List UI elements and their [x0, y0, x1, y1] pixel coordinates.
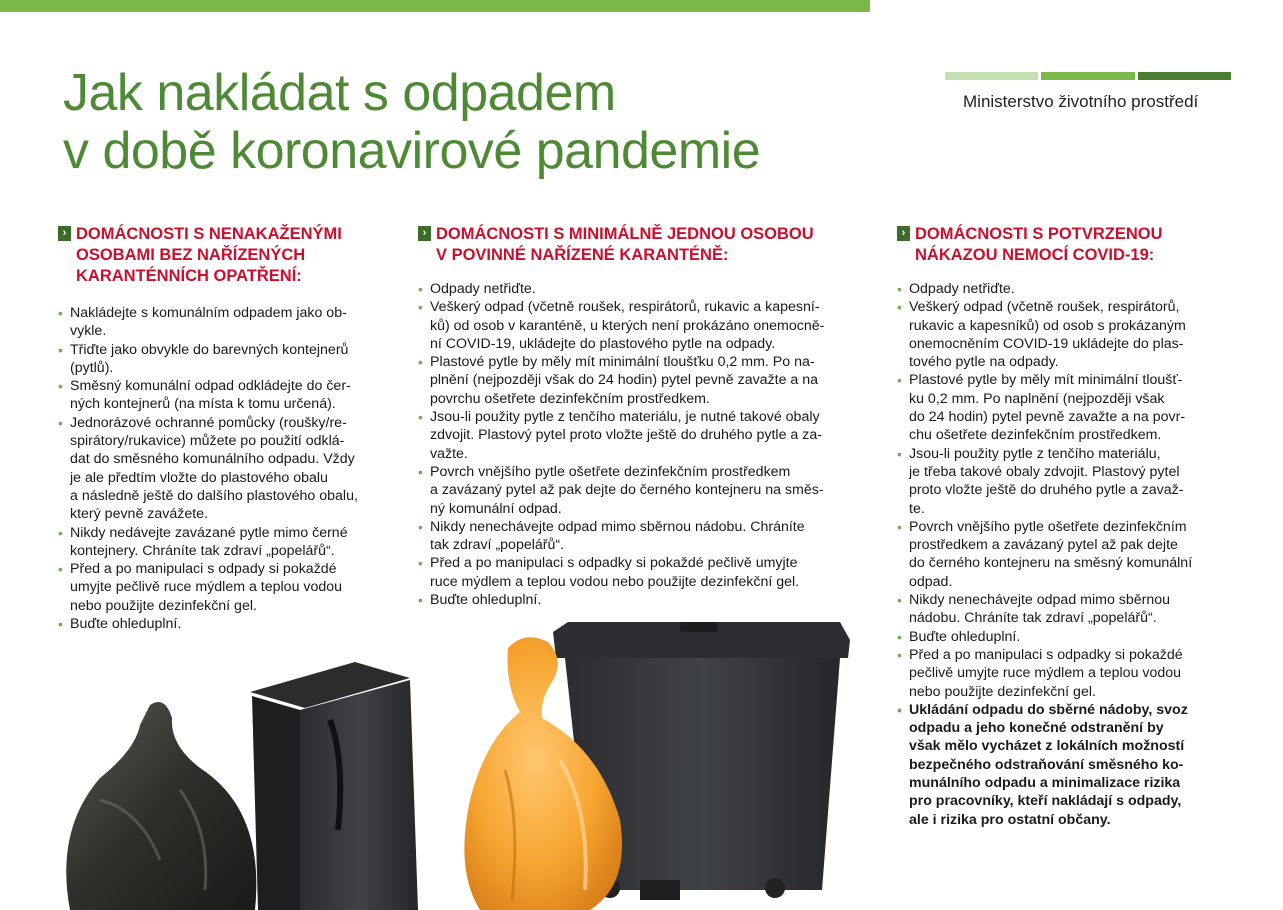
stripe-mid: [1041, 72, 1134, 80]
chevron-right-icon: ›: [418, 226, 431, 241]
bullet-list: [897, 280, 1242, 829]
heading-line: DOMÁCNOSTI S POTVRZENOU: [915, 225, 1163, 243]
list-item: • Odpady netřiďte.: [418, 280, 878, 298]
heading-line: V POVINNÉ NAŘÍZENÉ KARANTÉNĚ:: [436, 246, 729, 264]
top-accent-bar: [0, 0, 870, 12]
list-item: • Nikdy nenechávejte odpad mimo sběrnou nádobu. Chráníte tak zdraví „popelářů“.: [418, 518, 878, 555]
list-item: • Ukládání odpadu do sběrné nádoby, svoz odpadu a jeho konečné odstranění by však mělo vycházet z lokálních možností bezpečného odstraňování směsného ko- munálního odpadu a minimalizace rizika pro pracovníky, kteří nakládají s odpady, ale i rizika pro ostatní občany.: [897, 701, 1242, 829]
list-item: • Před a po manipulaci s odpady si pokaždé umyjte pečlivě ruce mýdlem a teplou vodou nebo použijte dezinfekční gel.: [58, 560, 398, 615]
column-quarantine-households: [418, 224, 878, 609]
list-item: • Nikdy nedávejte zavázané pytle mimo černé kontejnery. Chráníte tak zdraví „popelářů“.: [58, 524, 398, 561]
list-item: • Veškerý odpad (včetně roušek, respirátorů, rukavic a kapesníků) od osob s prokázaným onemocněním COVID-19 ukládejte do plas- tového pytle na odpady.: [897, 298, 1242, 371]
ministry-name: Ministerstvo životního prostředí: [963, 92, 1199, 111]
list-item: • Plastové pytle by měly mít minimální tloušťku 0,2 mm. Po na- plnění (nejpozději však do 24 hodin) pytel pevně zavažte a na povrchu ošetřete dezinfekčním prostředkem.: [418, 353, 878, 408]
list-item: • Před a po manipulaci s odpadky si pokaždé pečlivě umyjte ruce mýdlem a teplou vodou nebo použijte dezinfekční gel.: [897, 646, 1242, 701]
list-item: • Veškerý odpad (včetně roušek, respirátorů, rukavic a kapesní- ků) od osob v karanténě, u kterých není prokázáno onemocně- ní COVID-19, ukládejte do plastového pytle na odpady.: [418, 298, 878, 353]
heading-line: OSOBAMI BEZ NAŘÍZENÝCH: [76, 246, 306, 264]
list-item: • Buďte ohleduplní.: [418, 591, 878, 609]
stripe-dark: [1138, 72, 1231, 80]
bullet-list: [58, 304, 398, 633]
column-heading: [418, 224, 878, 266]
black-garbage-bag-icon: [66, 702, 256, 910]
waste-containers-illustration: [0, 600, 900, 910]
column-uninfected-households: [58, 224, 398, 633]
heading-line: NÁKAZOU NEMOCÍ COVID-19:: [915, 246, 1155, 264]
list-item: • Povrch vnějšího pytle ošetřete dezinfekčním prostředkem a zavázaný pytel až pak dejte do černého kontejneru na směs- ný komunální odpad.: [418, 463, 878, 518]
title-line-2: v době koronavirové pandemie: [63, 122, 761, 180]
list-item: • Směsný komunální odpad odkládejte do čer- ných kontejnerů (na místa k tomu určená).: [58, 377, 398, 414]
stripe-light: [945, 72, 1038, 80]
heading-line: DOMÁCNOSTI S MINIMÁLNĚ JEDNOU OSOBOU: [436, 225, 814, 243]
column-infected-households: [897, 224, 1242, 828]
chevron-right-icon: ›: [58, 226, 71, 241]
list-item: • Jsou-li použity pytle z tenčího materiálu, je nutné takové obaly zdvojit. Plastový pytel proto vložte ještě do druhého pytle a za- važte.: [418, 408, 878, 463]
column-heading: [897, 224, 1242, 266]
list-item: • Jsou-li použity pytle z tenčího materiálu, je třeba takové obaly zdvojit. Plastový pytel proto vložte ještě do druhého pytle a zavaž- te.: [897, 445, 1242, 518]
list-item: • Odpady netřiďte.: [897, 280, 1242, 298]
list-item: • Buďte ohleduplní.: [58, 615, 398, 633]
column-heading: [58, 224, 398, 287]
list-item: • Nakládejte s komunálním odpadem jako ob- vykle.: [58, 304, 398, 341]
list-item: • Před a po manipulaci s odpadky si pokaždé pečlivě umyjte ruce mýdlem a teplou vodou nebo použijte dezinfekční gel.: [418, 554, 878, 591]
list-item: • Nikdy nenechávejte odpad mimo sběrnou nádobu. Chráníte tak zdraví „popelářů“.: [897, 591, 1242, 628]
chevron-right-icon: ›: [897, 226, 910, 241]
ministry-logo-stripes: [945, 72, 1231, 80]
list-item: • Jednorázové ochranné pomůcky (roušky/re- spirátory/rukavice) můžete po použití odklá- dat do směsného komunálního odpadu. Vždy je ale předtím vložte do plastového obalu a následně ještě do dalšího plastového obalu, který pevně zavážete.: [58, 414, 398, 524]
heading-line: KARANTÉNNÍCH OPATŘENÍ:: [76, 267, 302, 285]
wheelie-bin-icon: [250, 662, 418, 910]
heading-line: DOMÁCNOSTI S NENAKAŽENÝMI: [76, 225, 342, 243]
bullet-list: [418, 280, 878, 609]
list-item: • Buďte ohleduplní.: [897, 628, 1242, 646]
list-item: • Plastové pytle by měly mít minimální tloušť- ku 0,2 mm. Po naplnění (nejpozději však do 24 hodin) pytel pevně zavažte a na povr- chu ošetřete dezinfekčním prostředkem.: [897, 371, 1242, 444]
list-item: • Třiďte jako obvykle do barevných kontejnerů (pytlů).: [58, 341, 398, 378]
title-line-1: Jak nakládat s odpadem: [63, 64, 616, 122]
page-title: [63, 64, 760, 180]
list-item: • Povrch vnějšího pytle ošetřete dezinfekčním prostředkem a zavázaný pytel až pak dejte do černého kontejneru na směsný komunální odpad.: [897, 518, 1242, 591]
